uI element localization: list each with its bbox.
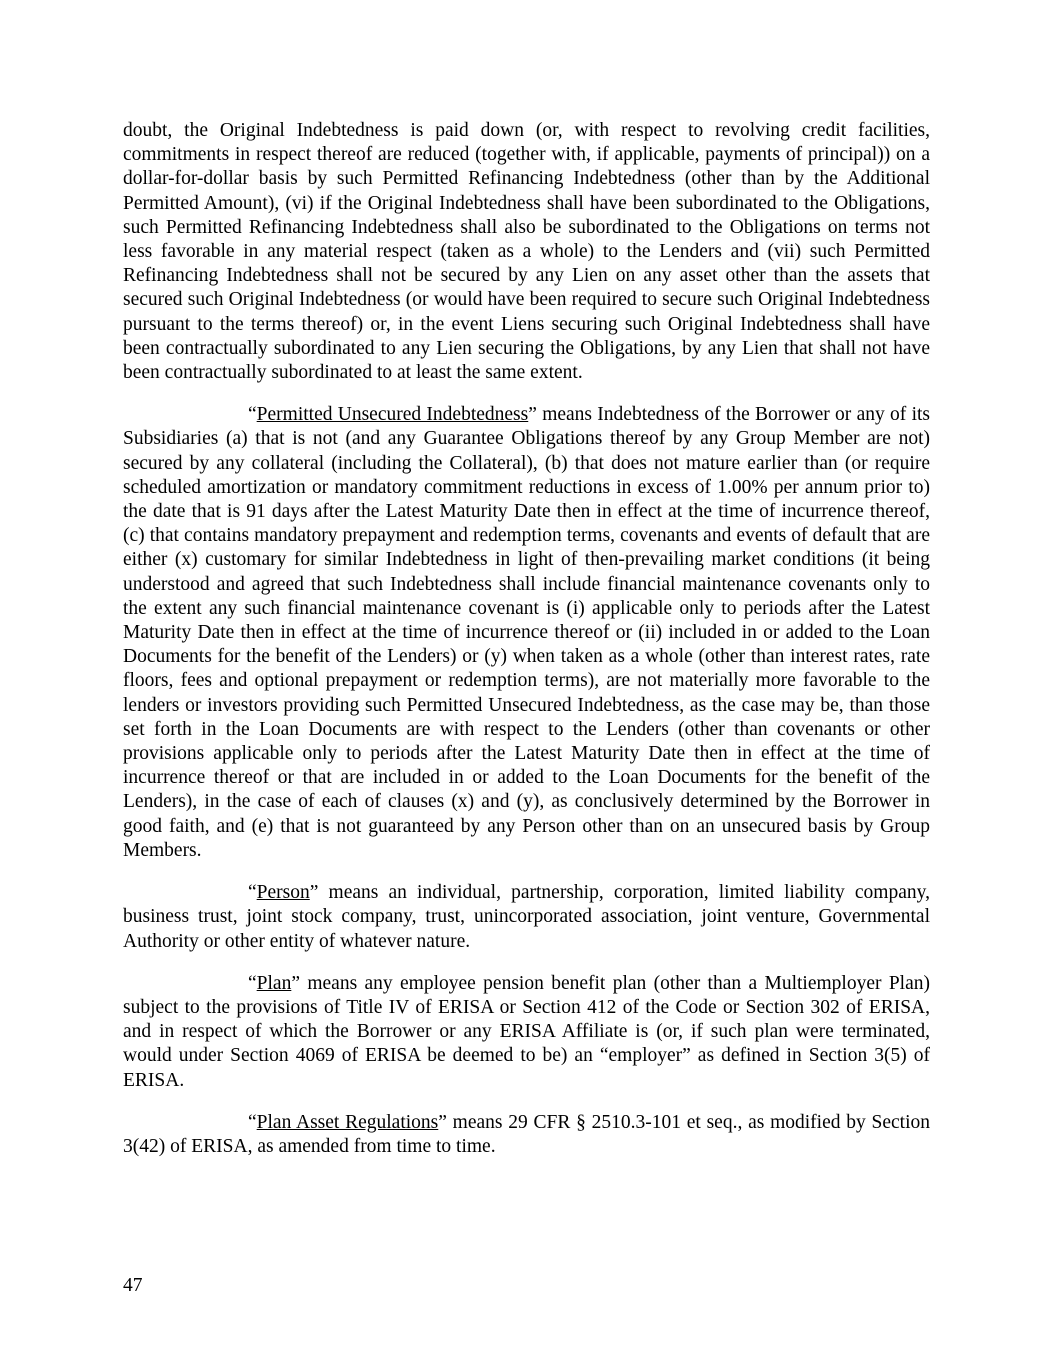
paragraph-definition-permitted-unsecured-indebtedness [123,403,930,863]
paragraph-continuation-permitted-refinancing-indebtedness [123,119,930,385]
text-run: doubt, the Original Indebtedness is paid down (or, with respect to revolving credit facilities, commitments in respect thereof are reduced (together with, if applicable, payments of principal)) on a dollar-for-dollar basis by such Permitted Refinancing Indebtedness (other than by the Additional Permitted Amount), (vi) if the Original Indebtedness shall have been subordinated to the Obligations, such Permitted Refinancing Indebtedness shall also be subordinated to the Obligations on terms not less favorable in any material respect (taken as a whole) to the Lenders and (vii) such Permitted Refinancing Indebtedness shall not be secured by any Lien on any asset other than the assets that secured such Original Indebtedness (or would have been required to secure such Original Indebtedness pursuant to the terms thereof) or, in the event Liens securing such Original Indebtedness shall have been contractually subordinated to any Lien securing the Obligations, by any Lien that shall not have been contractually subordinated to at least the same extent. [123,120,930,384]
text-run: “ [248,1111,257,1133]
document-body [123,119,930,1177]
paragraph-definition-person [123,881,930,954]
text-run: ” means 29 CFR § 2510.3-101 et seq., as modified by Section 3(42) of ERISA, as amended from time to time. [123,1111,930,1157]
paragraph-definition-plan [123,972,930,1093]
text-run: ” means Indebtedness of the Borrower or any of its Subsidiaries (a) that is not (and any Guarantee Obligations thereof by any Group Member are not) secured by any collateral (including the Collateral), (b) that does not mature earlier than (or require scheduled amortization or mandatory commitment reductions in excess of 1.00% per annum prior to) the date that is 91 days after the Latest Maturity Date then in effect at the time of incurrence thereof, (c) that contains mandatory prepayment and redemption terms, covenants and events of default that are either (x) customary for similar Indebtedness in light of then-prevailing market conditions (it being understood and agreed that such Indebtedness shall include financial maintenance covenants only to the extent any such financial maintenance covenant is (i) applicable only to periods after the Latest Maturity Date then in effect at the time of incurrence thereof or (ii) included in or added to the Loan Documents for the benefit of the Lenders) or (y) when taken as a whole (other than interest rates, rate floors, fees and optional prepayment or redemption terms), are not materially more favorable to the lenders or investors providing such Permitted Unsecured Indebtedness, as the case may be, than those set forth in the Loan Documents are with respect to the Lenders (other than covenants or other provisions applicable only to periods after the Latest Maturity Date then in effect at the time of incurrence thereof or that are included in or added to the Loan Documents for the benefit of the Lenders), in the case of each of clauses (x) and (y), as conclusively determined by the Borrower in good faith, and (e) that is not guaranteed by any Person other than on an unsecured basis by Group Members. [123,404,930,861]
defined-term: Permitted Unsecured Indebtedness [256,404,529,426]
text-run: “ [248,882,257,904]
page-number: 47 [123,1275,143,1296]
text-run: “ [248,972,257,994]
paragraph-definition-plan-asset-regulations [123,1111,930,1159]
defined-term: Person [256,882,310,904]
text-run: ” means any employee pension benefit plan (other than a Multiemployer Plan) subject to the provisions of Title IV of ERISA or Section 412 of the Code or Section 302 of ERISA, and in respect of which the Borrower or any ERISA Affiliate is (or, if such plan were terminated, would under Section 4069 of ERISA be deemed to be) an “employer” as defined in Section 3(5) of ERISA. [123,972,930,1091]
text-run: “ [248,404,257,426]
defined-term: Plan [256,972,292,994]
defined-term: Plan Asset Regulations [256,1111,439,1133]
text-run: ” means an individual, partnership, corporation, limited liability company, business trust, joint stock company, trust, unincorporated association, joint venture, Governmental Authority or other entity of whatever nature. [123,882,930,952]
